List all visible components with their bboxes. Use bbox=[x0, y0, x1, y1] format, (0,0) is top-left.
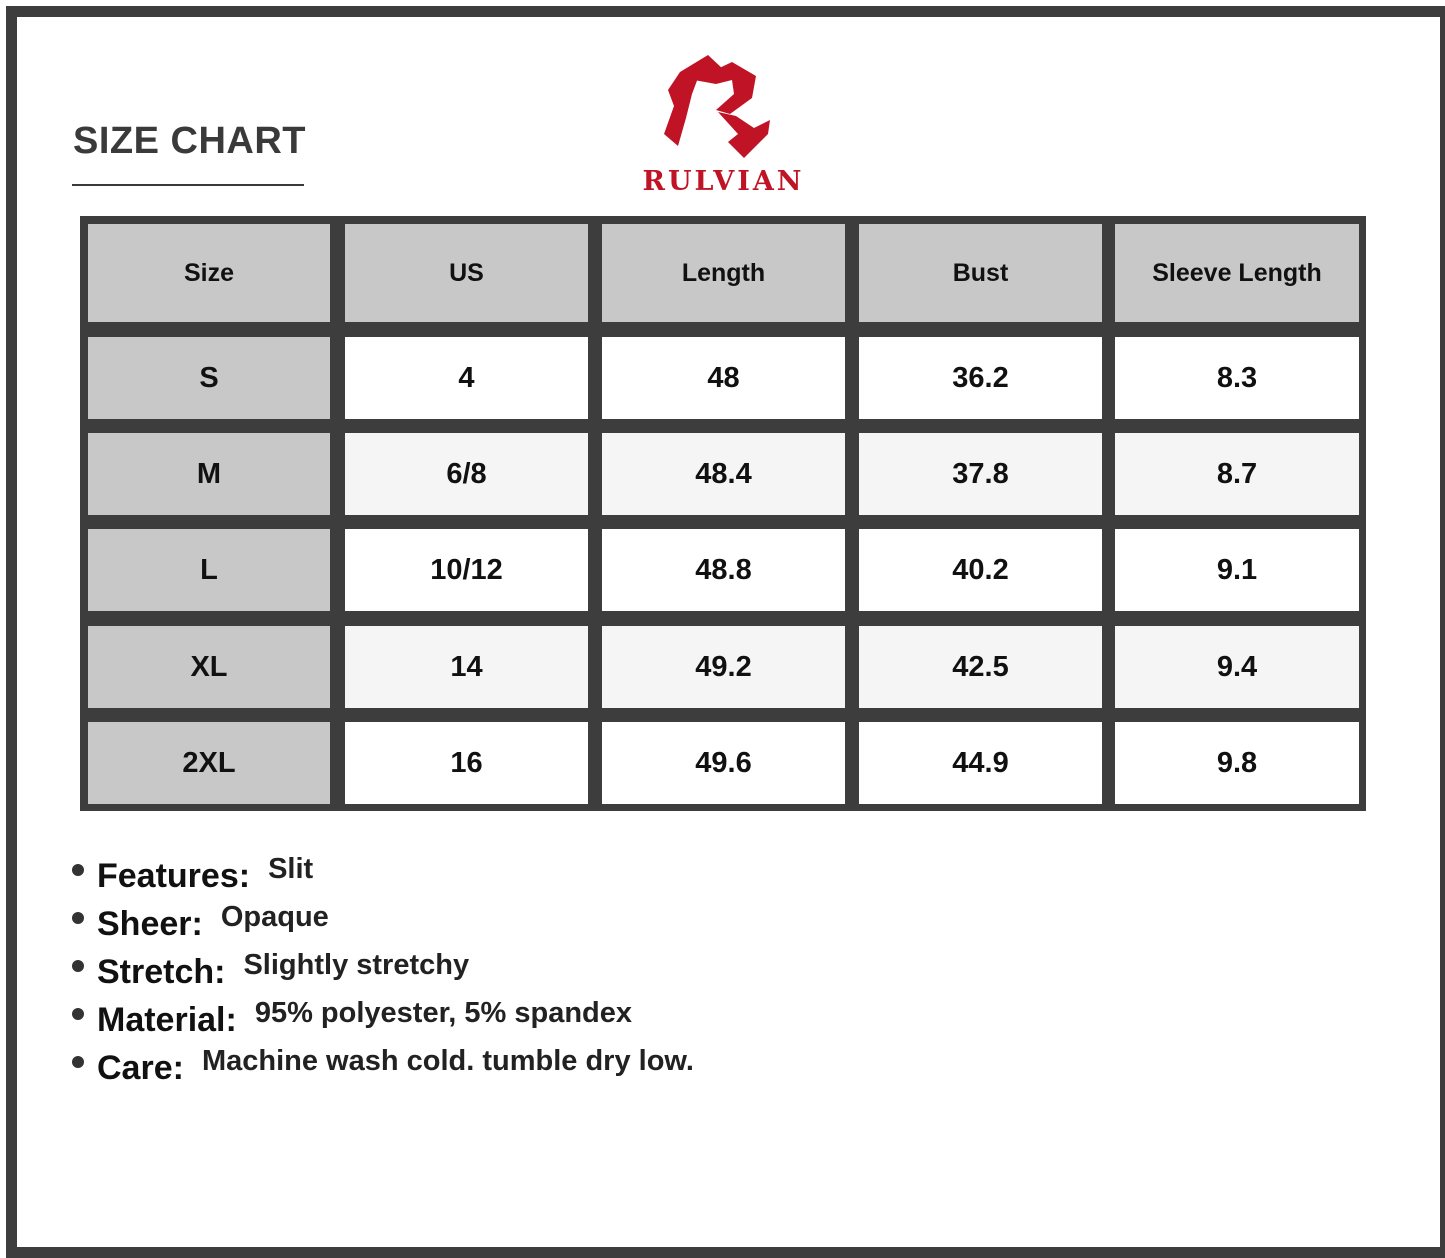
cell-size-row-1: S bbox=[88, 337, 330, 419]
header-sleeve-length: Sleeve Length bbox=[1115, 224, 1359, 322]
cell-size-row-4: XL bbox=[88, 626, 330, 708]
cell-bust-row-4: 42.5 bbox=[859, 626, 1102, 708]
page-title: SIZE CHART bbox=[73, 120, 306, 162]
feature-label: Material: bbox=[97, 1000, 237, 1039]
cell-bust-row-3: 40.2 bbox=[859, 529, 1102, 611]
feature-item bbox=[72, 894, 694, 942]
title-underline bbox=[72, 184, 304, 186]
cell-sleeve-length-row-4: 9.4 bbox=[1115, 626, 1359, 708]
bullet-icon bbox=[72, 1056, 84, 1068]
feature-value: Slightly stretchy bbox=[243, 948, 470, 981]
feature-list bbox=[72, 846, 694, 1086]
cell-size-row-3: L bbox=[88, 529, 330, 611]
cell-us-row-1: 4 bbox=[345, 337, 588, 419]
cell-bust-row-2: 37.8 bbox=[859, 433, 1102, 515]
bullet-icon bbox=[72, 960, 84, 972]
cell-length-row-1: 48 bbox=[602, 337, 845, 419]
cell-us-row-2: 6/8 bbox=[345, 433, 588, 515]
cell-us-row-5: 16 bbox=[345, 722, 588, 804]
feature-label: Care: bbox=[97, 1048, 184, 1087]
header-length: Length bbox=[602, 224, 845, 322]
feature-item bbox=[72, 1038, 694, 1086]
cell-length-row-2: 48.4 bbox=[602, 433, 845, 515]
cell-sleeve-length-row-3: 9.1 bbox=[1115, 529, 1359, 611]
feature-item bbox=[72, 990, 694, 1038]
feature-value: Machine wash cold. tumble dry low. bbox=[201, 1044, 694, 1077]
feature-value: 95% polyester, 5% spandex bbox=[254, 996, 633, 1029]
cell-length-row-5: 49.6 bbox=[602, 722, 845, 804]
feature-item bbox=[72, 942, 694, 990]
cell-bust-row-1: 36.2 bbox=[859, 337, 1102, 419]
header-us: US bbox=[345, 224, 588, 322]
cell-size-row-5: 2XL bbox=[88, 722, 330, 804]
feature-item bbox=[72, 846, 694, 894]
feature-label: Stretch: bbox=[97, 952, 226, 991]
bullet-icon bbox=[72, 1008, 84, 1020]
cell-length-row-4: 49.2 bbox=[602, 626, 845, 708]
header-size: Size bbox=[88, 224, 330, 322]
cell-sleeve-length-row-2: 8.7 bbox=[1115, 433, 1359, 515]
cell-sleeve-length-row-1: 8.3 bbox=[1115, 337, 1359, 419]
feature-label: Sheer: bbox=[97, 904, 203, 943]
cell-us-row-3: 10/12 bbox=[345, 529, 588, 611]
header-bust: Bust bbox=[859, 224, 1102, 322]
cell-bust-row-5: 44.9 bbox=[859, 722, 1102, 804]
feature-value: Opaque bbox=[220, 900, 329, 933]
cell-length-row-3: 48.8 bbox=[602, 529, 845, 611]
bullet-icon bbox=[72, 912, 84, 924]
brand-name: RULVIAN bbox=[642, 166, 805, 197]
cell-us-row-4: 14 bbox=[345, 626, 588, 708]
feature-value: Slit bbox=[268, 852, 314, 885]
bullet-icon bbox=[72, 864, 84, 876]
feature-label: Features: bbox=[97, 856, 251, 895]
cell-sleeve-length-row-5: 9.8 bbox=[1115, 722, 1359, 804]
size-table bbox=[80, 216, 1366, 811]
cell-size-row-2: M bbox=[88, 433, 330, 515]
